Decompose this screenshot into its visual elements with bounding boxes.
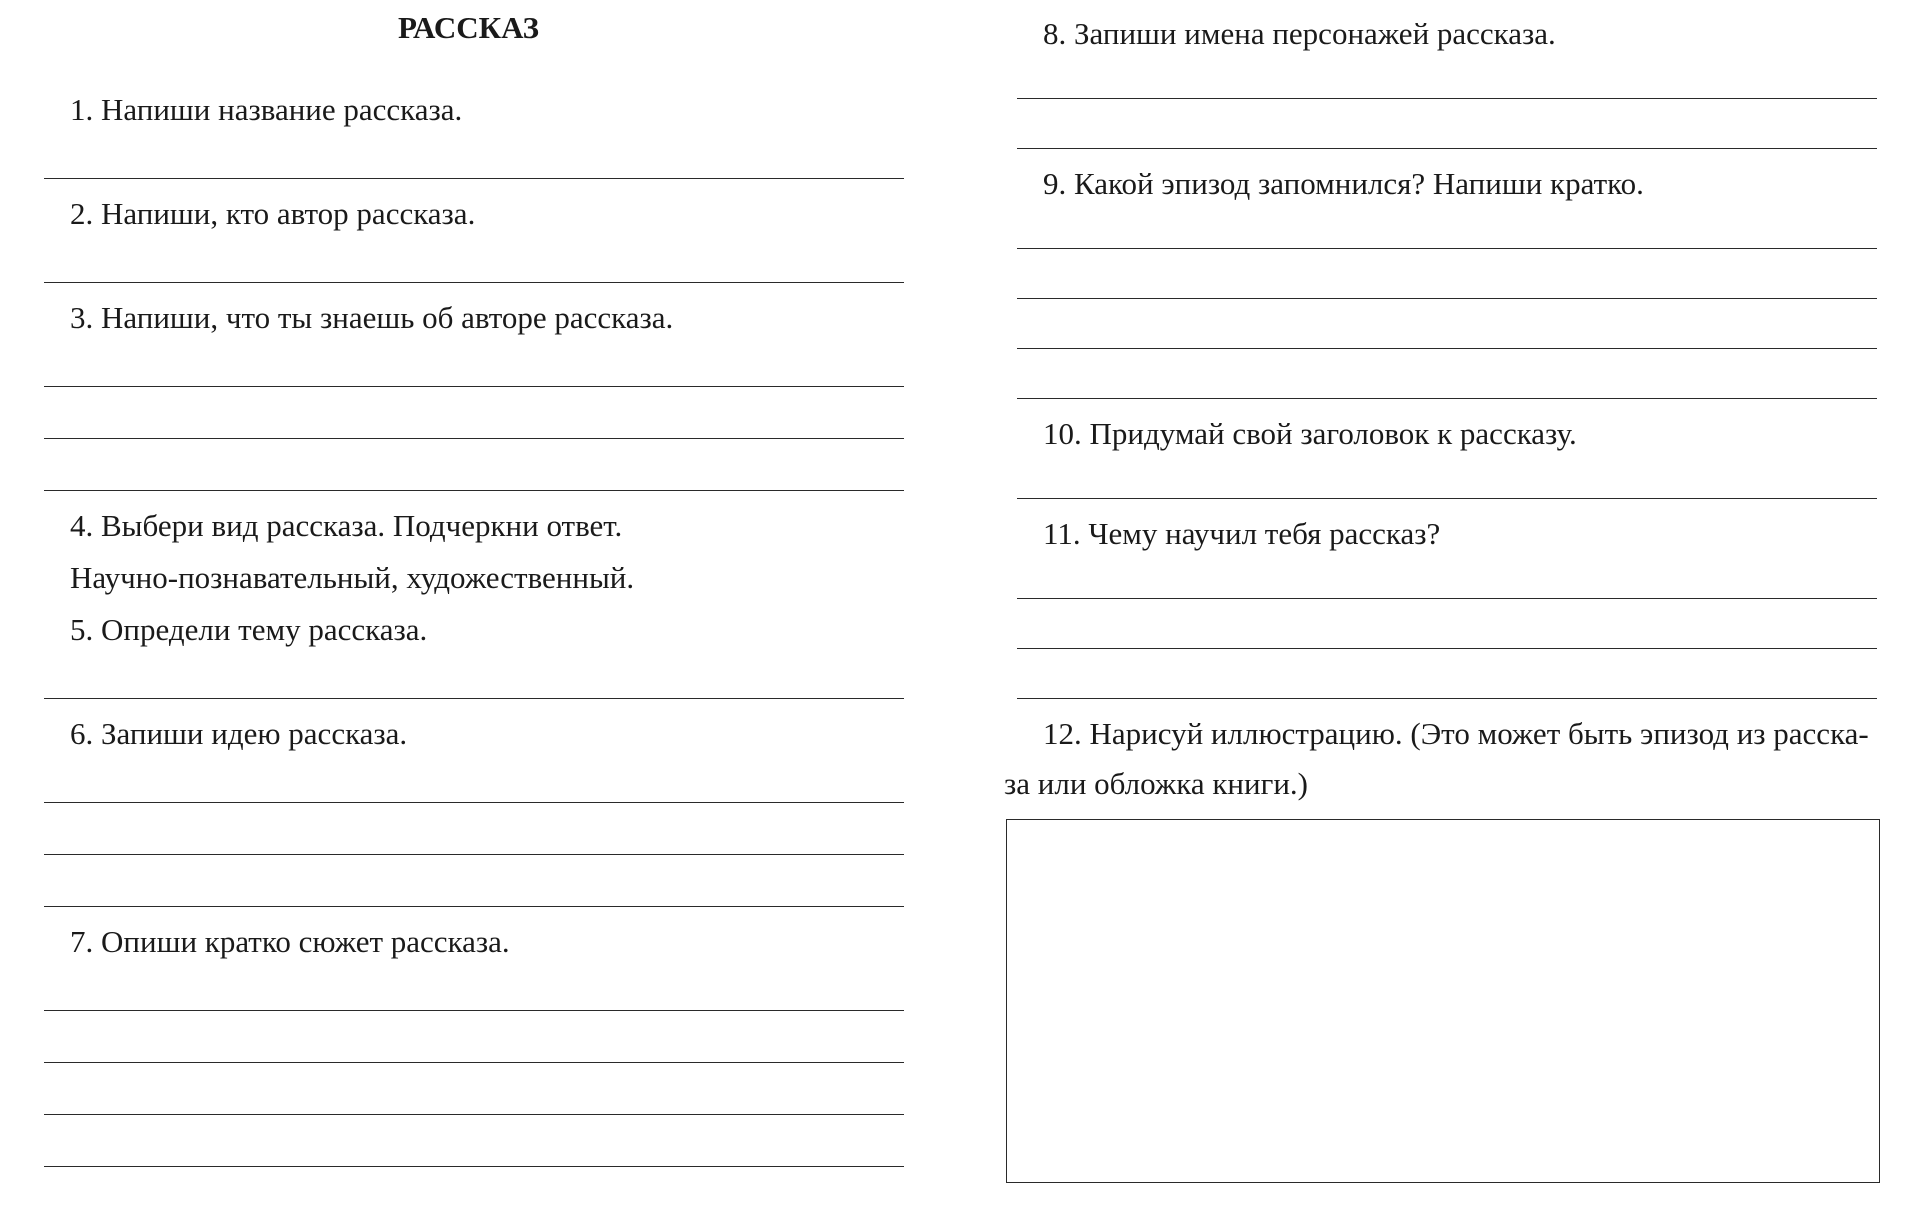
answer-line[interactable] [1017, 98, 1877, 99]
answer-line[interactable] [44, 282, 904, 283]
answer-line[interactable] [44, 490, 904, 491]
question-3: 3. Напиши, что ты знаешь об авторе рассказа. [70, 300, 674, 335]
question-10: 10. Придумай свой заголовок к рассказу. [1043, 416, 1577, 451]
answer-line[interactable] [1017, 248, 1877, 249]
answer-line[interactable] [44, 438, 904, 439]
question-5: 5. Определи тему рассказа. [70, 612, 428, 647]
question-12-line-1: 12. Нарисуй иллюстрацию. (Это может быть эпизод из расска- [1043, 716, 1869, 751]
question-6: 6. Запиши идею рассказа. [70, 716, 408, 751]
answer-line[interactable] [44, 1062, 904, 1063]
answer-line[interactable] [44, 802, 904, 803]
answer-line[interactable] [1017, 148, 1877, 149]
answer-line[interactable] [44, 1114, 904, 1115]
answer-line[interactable] [44, 698, 904, 699]
question-2: 2. Напиши, кто автор рассказа. [70, 196, 476, 231]
question-1: 1. Напиши название рассказа. [70, 92, 463, 127]
answer-line[interactable] [44, 386, 904, 387]
illustration-box[interactable] [1006, 819, 1880, 1183]
question-8: 8. Запиши имена персонажей рассказа. [1043, 16, 1556, 51]
answer-line[interactable] [44, 854, 904, 855]
question-11: 11. Чему научил тебя рассказ? [1043, 516, 1441, 551]
answer-line[interactable] [1017, 398, 1877, 399]
answer-line[interactable] [1017, 598, 1877, 599]
question-9: 9. Какой эпизод запомнился? Напиши кратко. [1043, 166, 1644, 201]
page-title: РАССКАЗ [398, 10, 540, 45]
question-7: 7. Опиши кратко сюжет рассказа. [70, 924, 510, 959]
answer-line[interactable] [44, 1166, 904, 1167]
answer-line[interactable] [1017, 298, 1877, 299]
question-4-options: Научно-познавательный, художественный. [70, 560, 635, 595]
answer-line[interactable] [1017, 498, 1877, 499]
answer-line[interactable] [44, 906, 904, 907]
question-4: 4. Выбери вид рассказа. Подчеркни ответ. [70, 508, 623, 543]
answer-line[interactable] [44, 1010, 904, 1011]
answer-line[interactable] [1017, 648, 1877, 649]
answer-line[interactable] [1017, 698, 1877, 699]
question-12-line-2: за или обложка книги.) [1004, 766, 1308, 801]
answer-line[interactable] [1017, 348, 1877, 349]
answer-line[interactable] [44, 178, 904, 179]
